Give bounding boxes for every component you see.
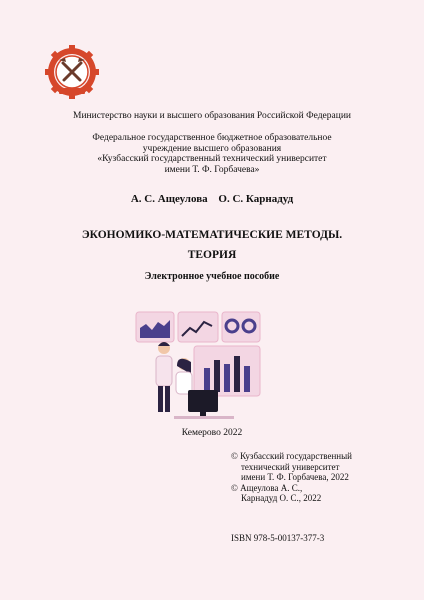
copyright-block	[231, 451, 352, 504]
person-standing	[156, 342, 172, 412]
ministry-line: Министерство науки и высшего образования Российской Федерации	[73, 111, 351, 121]
copyright-line: технический университет	[241, 461, 340, 472]
institution-line: Федеральное государственное бюджетное образовательное	[92, 133, 332, 143]
author-name: О. С. Карнадуд	[218, 193, 294, 205]
author-name: А. С. Ащеулова	[130, 193, 208, 205]
city-year: Кемерово 2022	[181, 428, 243, 438]
book-title-line: ЭКОНОМИКО-МАТЕМАТИЧЕСКИЕ МЕТОДЫ.	[81, 229, 343, 241]
institution-line: имени Т. Ф. Горбачева»	[164, 164, 260, 175]
person-sitting	[176, 358, 192, 394]
copyright-line: © Ащеулова А. С.,	[231, 482, 303, 493]
copyright-line: имени Т. Ф. Горбачева, 2022	[241, 472, 349, 482]
book-subtitle: Электронное учебное пособие	[144, 271, 280, 282]
authors	[0, 193, 424, 205]
book-title-line: ТЕОРИЯ	[187, 249, 237, 261]
institution-block	[0, 133, 424, 175]
institution-line: «Кузбасский государственный технический университет	[97, 154, 327, 164]
book-title	[0, 225, 424, 265]
university-logo	[44, 44, 100, 100]
dashboard-panels	[136, 312, 260, 396]
copyright-line: Карнадуд О. С., 2022	[241, 493, 322, 503]
copyright-line: © Кузбасский государственный	[231, 451, 352, 461]
isbn: ISBN 978-5-00137-377-3	[231, 533, 325, 543]
institution-line: учреждение высшего образования	[142, 143, 282, 154]
cover-illustration	[134, 308, 262, 420]
